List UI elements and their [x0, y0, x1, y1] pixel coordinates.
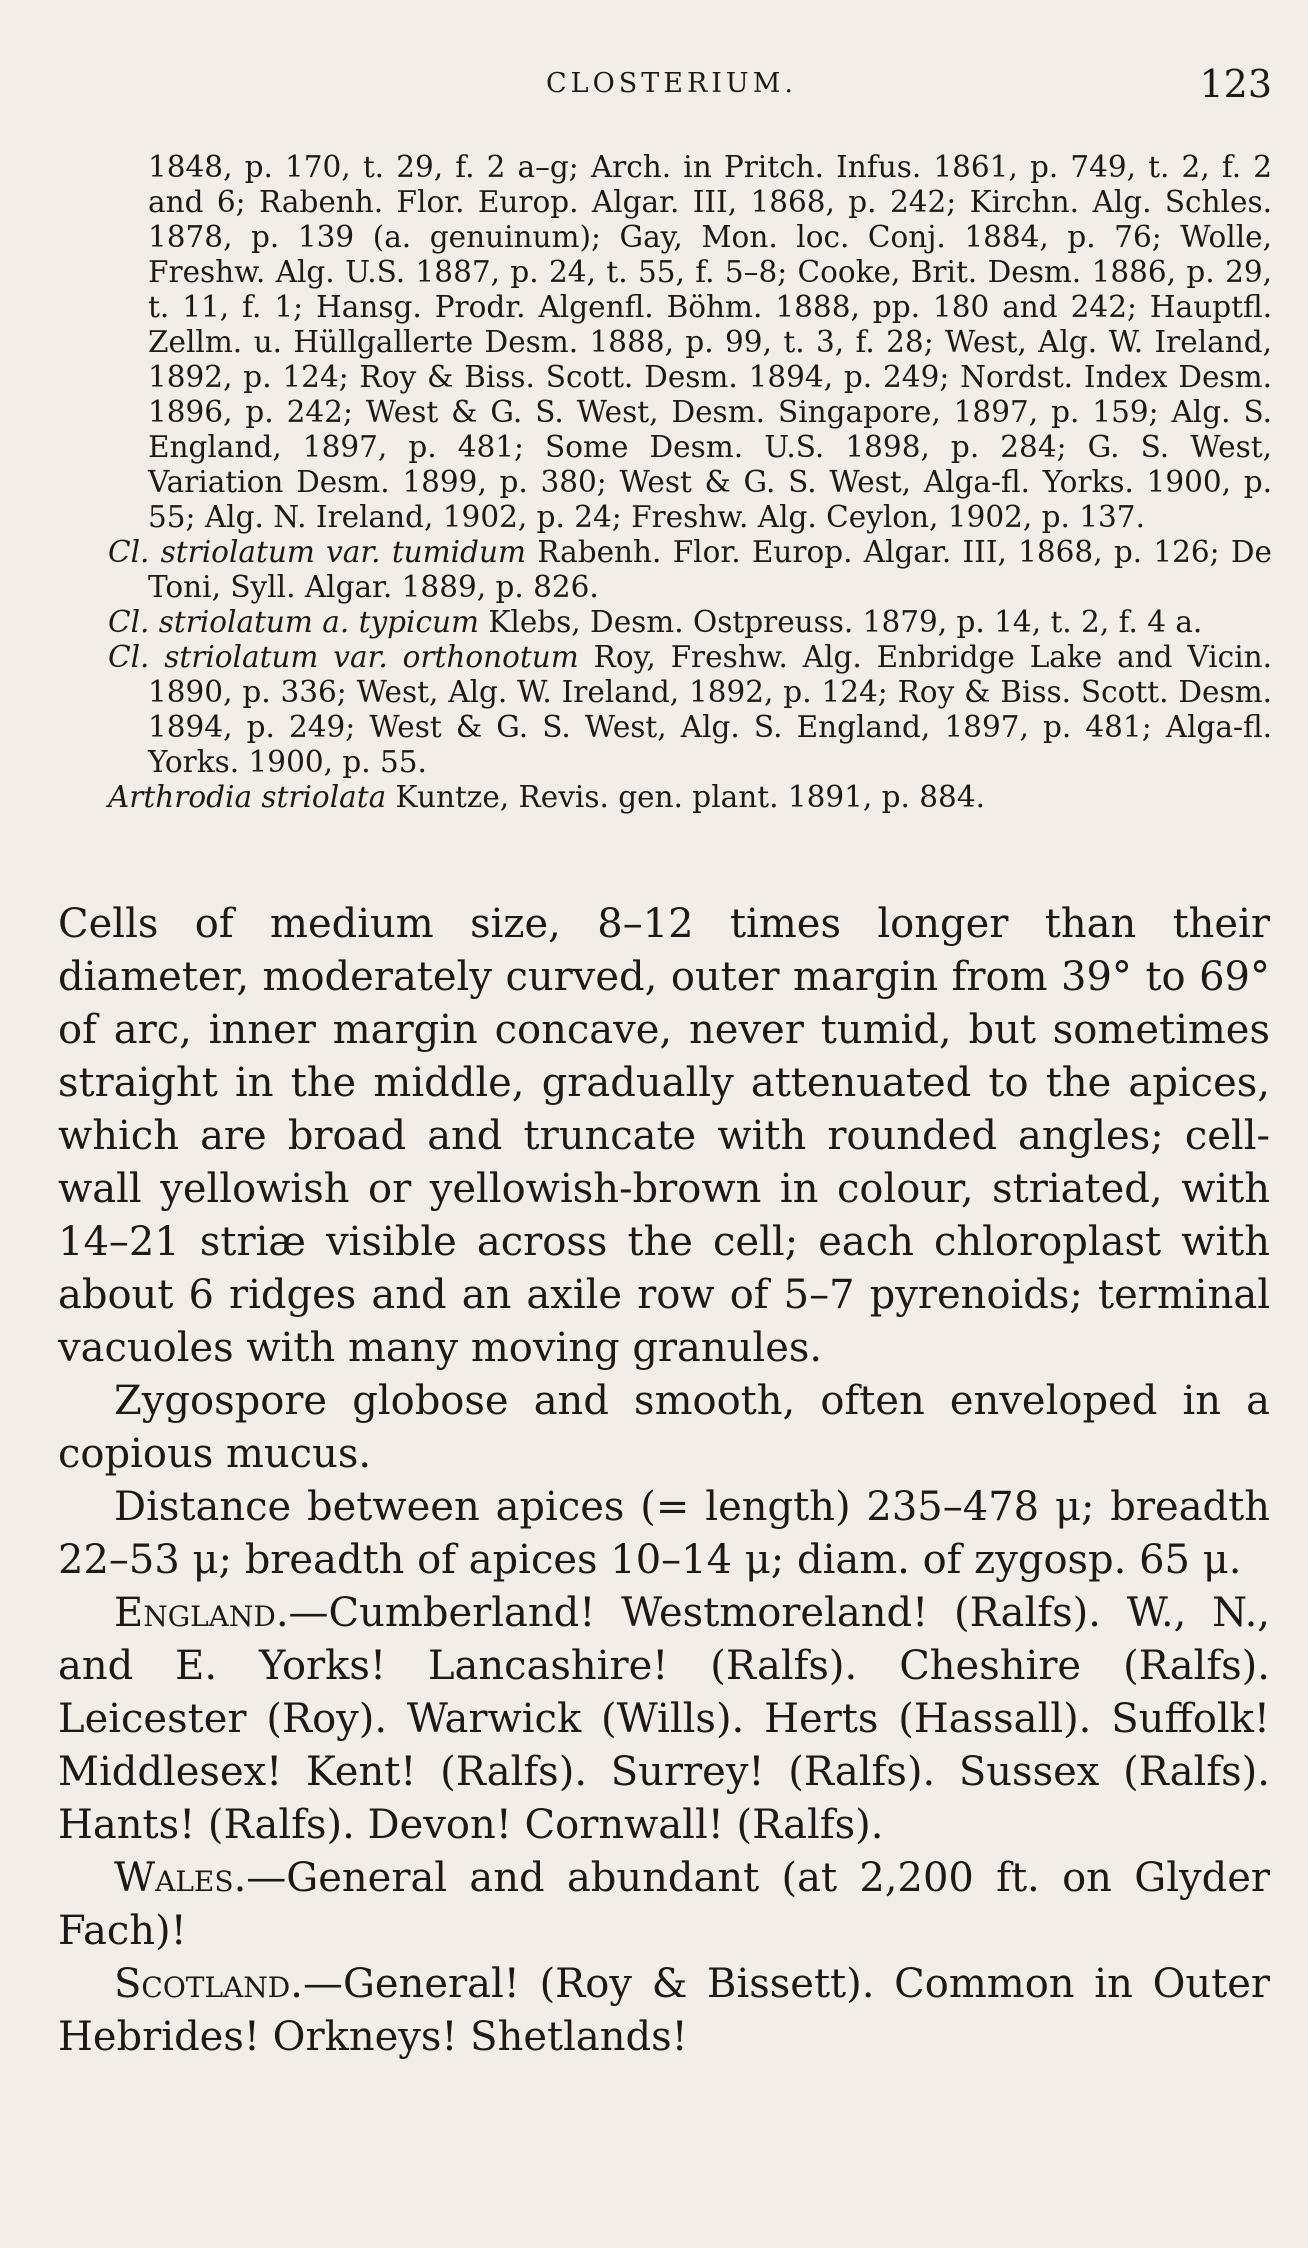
synonymy-entry	[108, 150, 1272, 535]
cell-description: Cells of medium size, 8–12 times longer than their diameter, moderately curved, outer margin from 39° to 69° of arc, inner margin concave, never tumid, but sometimes straight in the middle, gradually attenuated to the apices, which are broad and truncate with rounded angles; cell-wall yellowish or yellowish-brown in colour, striated, with 14–21 striæ visible across the cell; each chloroplast with about 6 ridges and an axile row of 5–7 pyrenoids; terminal vacuoles with many moving granules.	[58, 901, 1270, 1371]
synonymy-list	[108, 150, 1272, 815]
distribution-wales	[58, 1852, 1270, 1958]
region-text: .—Cumberland! Westmoreland! (Ralfs). W., N., and E. Yorks! Lancashire! (Ralfs). Cheshire (Ralfs). Leicester (Roy). Warwick (Wills). Herts (Hassall). Suffolk! Middlesex! Kent! (Ralfs). Surrey! (Ralfs). Sussex (Ralfs). Hants! (Ralfs). Devon! Cornwall! (Ralfs).	[58, 1590, 1270, 1848]
synonym-name: Cl. striolatum var. orthonotum	[108, 640, 579, 674]
synonymy-entry	[108, 535, 1272, 605]
region-label: Scotland	[114, 1961, 291, 2007]
region-label: England	[114, 1590, 276, 1636]
page-header	[0, 62, 1308, 112]
synonymy-text: Kuntze, Revis. gen. plant. 1891, p. 884.	[386, 780, 985, 814]
synonym-name: Cl. striolatum var. tumidum	[108, 535, 526, 569]
running-title: CLOSTERIUM.	[546, 68, 797, 99]
region-text: .—General and abundant (at 2,200 ft. on Glyder Fach)!	[58, 1855, 1270, 1954]
distribution-scotland	[58, 1958, 1270, 2064]
synonymy-text: 1848, p. 170, t. 29, f. 2 a–g; Arch. in Pritch. Infus. 1861, p. 749, t. 2, f. 2 and 6; Rabenh. Flor. Europ. Algar. III, 1868, p. 242; Kirchn. Alg. Schles. 1878, p. 139 (a. genuinum); Gay, Mon. loc. Conj. 1884, p. 76; Wolle, Freshw. Alg. U.S. 1887, p. 24, t. 55, f. 5–8; Cooke, Brit. Desm. 1886, p. 29, t. 11, f. 1; Hansg. Prodr. Algenfl. Böhm. 1888, pp. 180 and 242; Hauptfl. Zellm. u. Hüllgallerte Desm. 1888, p. 99, t. 3, f. 28; West, Alg. W. Ireland, 1892, p. 124; Roy & Biss. Scott. Desm. 1894, p. 249; Nordst. Index Desm. 1896, p. 242; West & G. S. West, Desm. Singapore, 1897, p. 159; Alg. S. England, 1897, p. 481; Some Desm. U.S. 1898, p. 284; G. S. West, Variation Desm. 1899, p. 380; West & G. S. West, Alga-fl. Yorks. 1900, p. 55; Alg. N. Ireland, 1902, p. 24; Freshw. Alg. Ceylon, 1902, p. 137.	[148, 150, 1272, 534]
synonymy-text: Rabenh. Flor. Europ. Algar. III, 1868, p. 126; De Toni, Syll. Algar. 1889, p. 826.	[148, 535, 1272, 604]
synonymy-text: Klebs, Desm. Ostpreuss. 1879, p. 14, t. 2, f. 4 a.	[478, 605, 1203, 639]
species-description	[58, 898, 1270, 2064]
synonym-name: Arthrodia striolata	[108, 780, 387, 814]
zygospore-description: Zygospore globose and smooth, often enveloped in a copious mucus.	[58, 1378, 1270, 1477]
synonymy-entry	[108, 605, 1272, 640]
region-label: Wales	[114, 1855, 234, 1901]
synonymy-entry	[108, 780, 1272, 815]
dimensions-paragraph: Distance between apices (= length) 235–478 μ; breadth 22–53 μ; breadth of apices 10–14 μ; diam. of zygosp. 65 μ.	[58, 1484, 1270, 1583]
distribution-england	[58, 1587, 1270, 1852]
synonym-name: Cl. striolatum a. typicum	[108, 605, 479, 639]
page-number: 123	[1199, 62, 1272, 106]
synonymy-text: Roy, Freshw. Alg. Enbridge Lake and Vicin. 1890, p. 336; West, Alg. W. Ireland, 1892, p. 124; Roy & Biss. Scott. Desm. 1894, p. 249; West & G. S. West, Alg. S. England, 1897, p. 481; Alga-fl. Yorks. 1900, p. 55.	[148, 640, 1273, 779]
region-text: .—General! (Roy & Bissett). Common in Outer Hebrides! Orkneys! Shetlands!	[58, 1961, 1270, 2060]
synonymy-entry	[108, 640, 1272, 780]
